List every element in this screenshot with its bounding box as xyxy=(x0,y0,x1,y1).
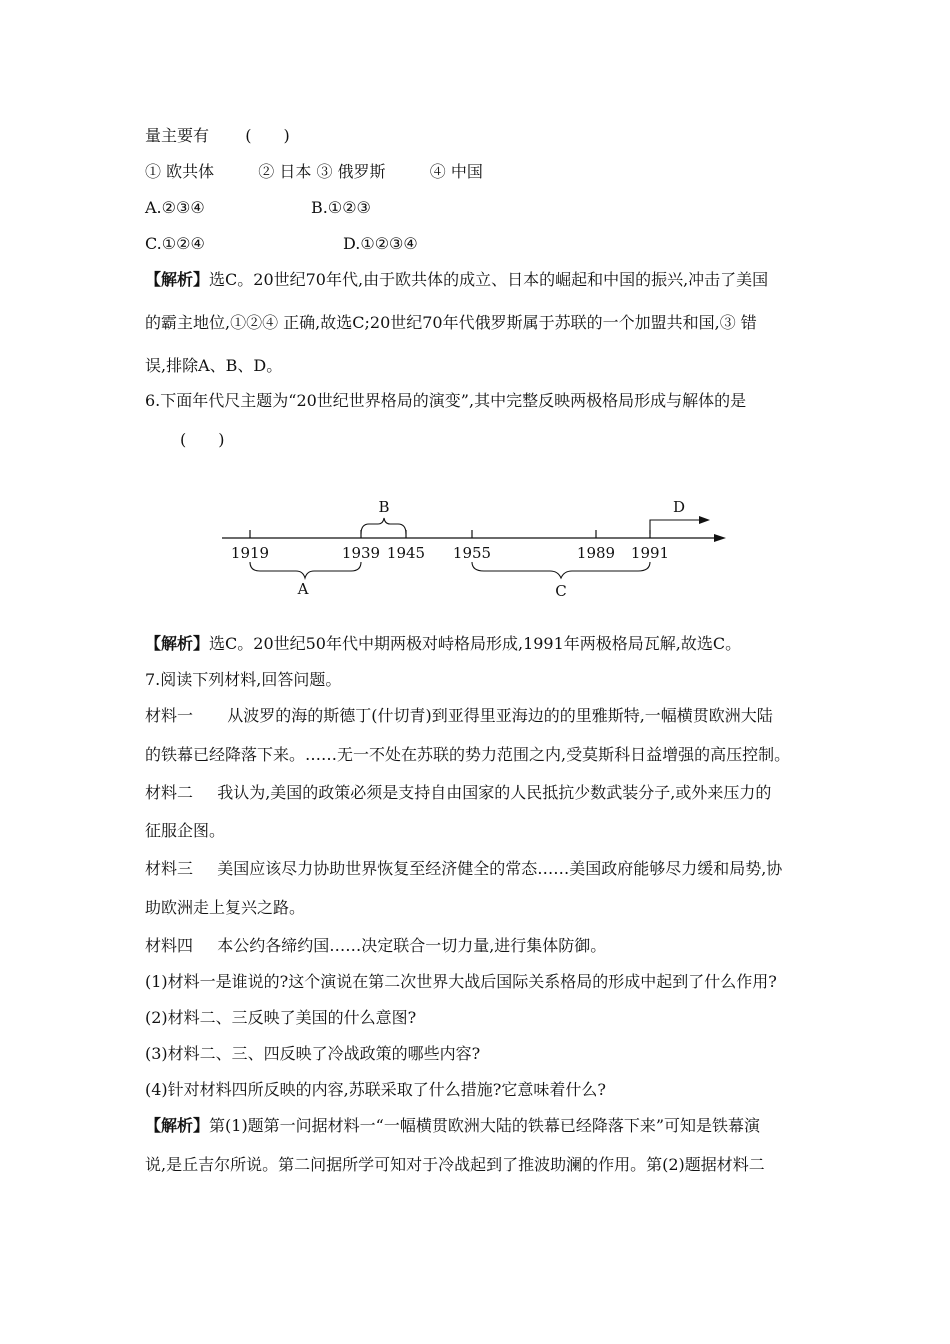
q5-option-c: C.①②④ xyxy=(145,234,205,253)
q7-material-3-line-2: 助欧洲走上复兴之路。 xyxy=(145,898,306,917)
arrow-d xyxy=(650,520,704,534)
q5-analysis-line-2: 的霸主地位,①②④ 正确,故选C;20世纪70年代俄罗斯属于苏联的一个加盟共和国,③ 错 xyxy=(145,313,757,332)
brace-a xyxy=(250,562,361,578)
q7-material-2-line-1 xyxy=(145,782,771,804)
q5-item-1: ① 欧共体 xyxy=(145,162,215,181)
q7-question-4: (4)针对材料四所反映的内容,苏联采取了什么措施?它意味着什么? xyxy=(145,1080,606,1099)
material-3-text-1: 美国应该尽力协助世界恢复至经济健全的常态……美国政府能够尽力缓和局势,协 xyxy=(217,859,783,878)
material-1-text-1: 从波罗的海的斯德丁(什切青)到亚得里亚海边的的里雅斯特,一幅横贯欧洲大陆 xyxy=(227,706,773,725)
q6-timeline-figure xyxy=(210,490,750,605)
q5-analysis-label: 【解析】 xyxy=(145,270,210,289)
q6-analysis-text: 选C。20世纪50年代中期两极对峙格局形成,1991年两极格局瓦解,故选C。 xyxy=(209,634,742,653)
q5-item-3: ③ 俄罗斯 xyxy=(316,162,386,181)
material-4-label: 材料四 xyxy=(145,936,194,955)
q7-material-1-line-1 xyxy=(145,705,773,727)
brace-b-label: B xyxy=(378,498,390,516)
brace-b xyxy=(361,518,406,534)
q5-answer-paren: ( ) xyxy=(245,126,290,145)
q6-stem: 6.下面年代尺主题为“20世纪世界格局的演变”,其中完整反映两极格局形成与解体的是 xyxy=(145,391,747,410)
q7-material-2-line-2: 征服企图。 xyxy=(145,821,226,840)
q5-item-2: ② 日本 xyxy=(258,162,312,181)
q5-option-a: A.②③④ xyxy=(145,198,205,217)
year-label-1939: 1939 xyxy=(341,544,381,562)
year-label-1989: 1989 xyxy=(576,544,616,562)
q7-analysis-line-2: 说,是丘吉尔所说。第二问据所学可知对于冷战起到了推波助澜的作用。第(2)题据材料二 xyxy=(145,1155,765,1174)
material-2-text-1: 我认为,美国的政策必须是支持自由国家的人民抵抗少数武装分子,或外来压力的 xyxy=(217,783,772,802)
q6-answer-paren: ( ) xyxy=(180,430,225,449)
q5-items xyxy=(145,161,483,183)
material-3-label: 材料三 xyxy=(145,859,194,878)
year-label-1945: 1945 xyxy=(386,544,426,562)
q7-material-4 xyxy=(145,935,606,957)
material-4-text: 本公约各缔约国……决定联合一切力量,进行集体防御。 xyxy=(217,936,607,955)
q5-analysis-line-3: 误,排除A、B、D。 xyxy=(145,356,283,375)
material-1-label: 材料一 xyxy=(145,706,194,725)
q7-question-3: (3)材料二、三、四反映了冷战政策的哪些内容? xyxy=(145,1044,481,1063)
q7-material-3-line-1 xyxy=(145,858,782,880)
arrow-d-head xyxy=(699,516,710,524)
q7-analysis-line-1 xyxy=(145,1115,760,1137)
year-label-1955: 1955 xyxy=(452,544,492,562)
brace-a-label: A xyxy=(297,580,309,598)
q5-stem-tail xyxy=(145,125,290,147)
q5-analysis-line-1 xyxy=(145,269,768,291)
brace-c-label: C xyxy=(555,582,567,600)
q7-stem: 7.阅读下列材料,回答问题。 xyxy=(145,670,342,689)
q6-analysis xyxy=(145,633,741,655)
brace-c xyxy=(472,562,650,578)
year-label-1991: 1991 xyxy=(630,544,670,562)
q5-item-4: ④ 中国 xyxy=(429,162,483,181)
q7-question-2: (2)材料二、三反映了美国的什么意图? xyxy=(145,1008,417,1027)
q7-analysis-label: 【解析】 xyxy=(145,1116,210,1135)
arrow-d-label: D xyxy=(672,498,686,516)
q5-stem-text: 量主要有 xyxy=(145,126,210,145)
q6-analysis-label: 【解析】 xyxy=(145,634,210,653)
timeline-axis-arrowhead xyxy=(714,534,726,542)
q5-analysis-text-1: 选C。20世纪70年代,由于欧共体的成立、日本的崛起和中国的振兴,冲击了美国 xyxy=(209,270,769,289)
material-2-label: 材料二 xyxy=(145,783,194,802)
q7-material-1-line-2: 的铁幕已经降落下来。……无一不处在苏联的势力范围之内,受莫斯科日益增强的高压控制。 xyxy=(145,745,791,764)
q7-analysis-text-1: 第(1)题第一问据材料一“一幅横贯欧洲大陆的铁幕已经降落下来”可知是铁幕演 xyxy=(209,1116,761,1135)
q5-option-d: D.①②③④ xyxy=(343,234,418,253)
q5-option-b: B.①②③ xyxy=(311,198,371,217)
year-label-1919: 1919 xyxy=(230,544,270,562)
q7-question-1: (1)材料一是谁说的?这个演说在第二次世界大战后国际关系格局的形成中起到了什么作用? xyxy=(145,972,777,991)
